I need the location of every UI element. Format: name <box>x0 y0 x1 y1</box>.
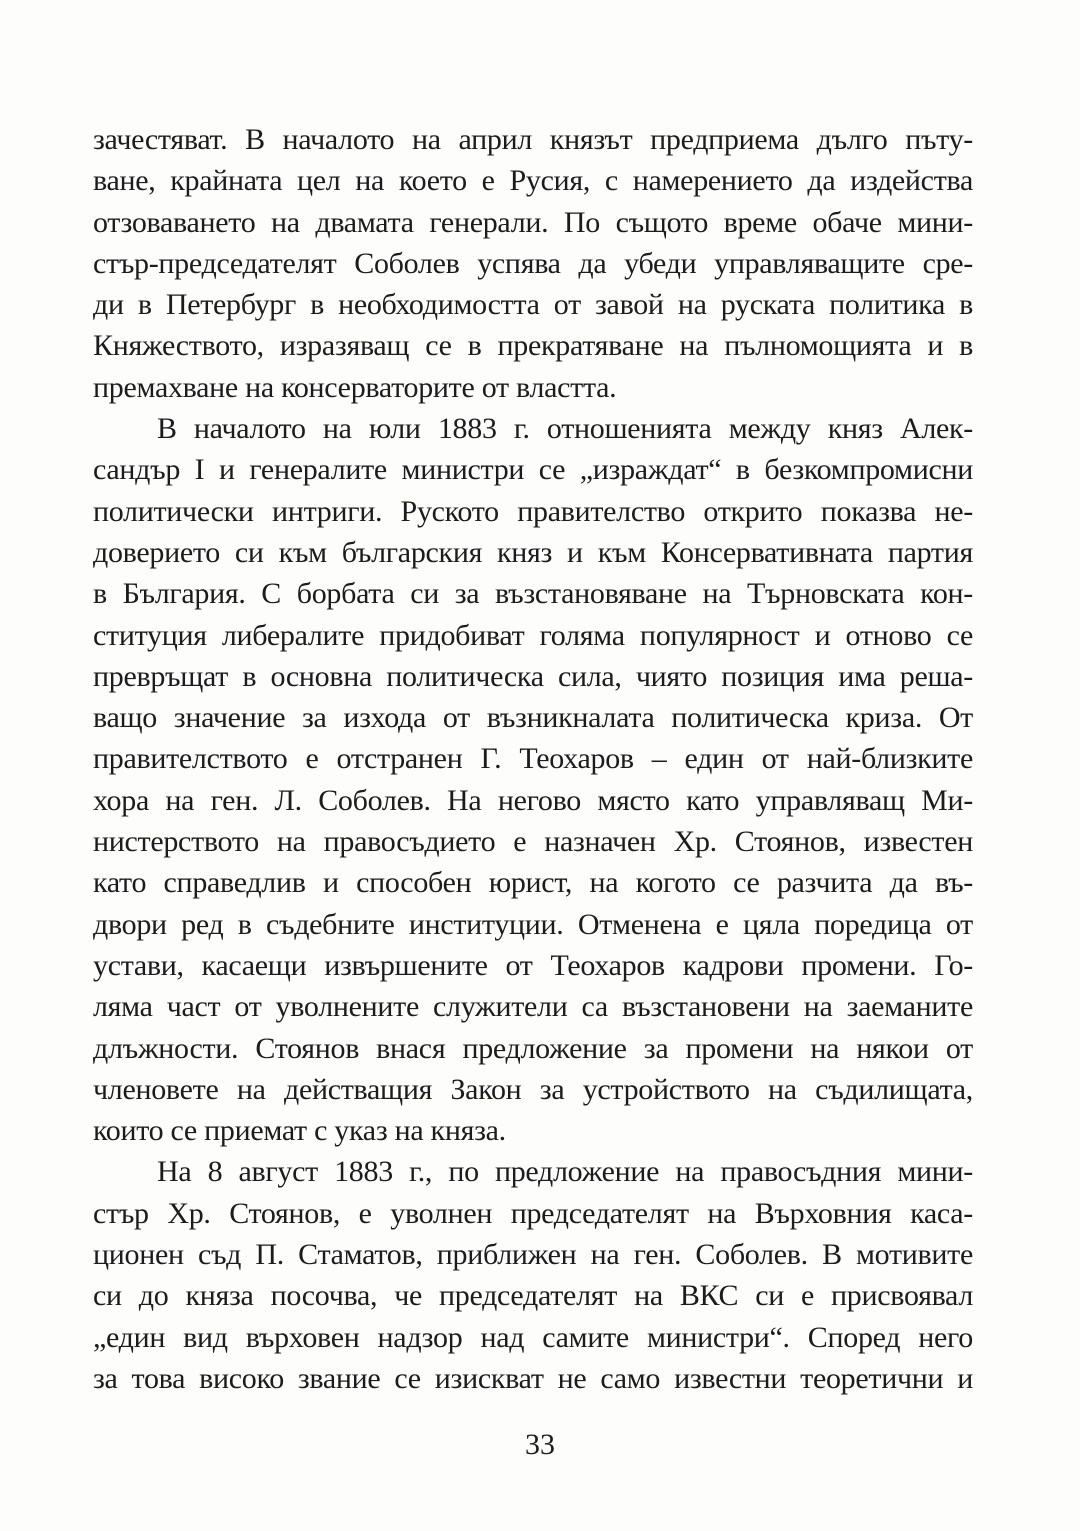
text-line: „един вид върховен надзор над самите министри“. Според него <box>93 1320 973 1354</box>
text-line: ституция либералите придобиват голяма популярност и отново се <box>93 618 973 652</box>
text-line: превръщат в основна политическа сила, чиято позиция има реша- <box>93 659 973 693</box>
paragraph <box>93 119 973 408</box>
text-line: ди в Петербург в необходимостта от завой на руската политика в <box>93 288 973 322</box>
text-line: стър Хр. Стоянов, е уволнен председателят на Върховния каса- <box>93 1196 973 1230</box>
text-line: доверието си към българския княз и към Консервативната партия <box>93 535 973 569</box>
text-line: в България. С борбата си за възстановяване на Търновската кон- <box>93 577 973 611</box>
paragraph <box>93 1151 973 1399</box>
text-line: ване, крайната цел на което е Русия, с намерението да издейства <box>93 164 973 198</box>
text-line: си до княза посочва, че председателят на ВКС си е присвоявал <box>93 1279 973 1313</box>
text-line: нистерството на правосъдието е назначен Хр. Стоянов, известен <box>93 825 973 859</box>
text-line: за това високо звание се изискват не само известни теоретични и <box>93 1361 973 1395</box>
text-line: зачестяват. В началото на април князът предприема дълго пъту- <box>93 123 973 156</box>
paragraph <box>93 408 973 1151</box>
text-line: като справедлив и способен юрист, на когото се разчита да въ- <box>93 866 973 900</box>
text-line: Княжеството, изразяващ се в прекратяване на пълномощията и в <box>93 329 973 363</box>
text-line: отзоваването на двамата генерали. По същото време обаче мини- <box>93 205 973 239</box>
text-line: стър-председателят Соболев успява да убеди управляващите сре- <box>93 246 973 280</box>
text-line: На 8 август 1883 г., по предложение на правосъдния мини- <box>157 1155 973 1189</box>
text-line: политически интриги. Руското правителство открито показва не- <box>93 494 973 528</box>
text-line: премахване на консерваторите от властта. <box>93 370 617 404</box>
text-line: правителството е отстранен Г. Теохаров – един от най-близките <box>93 742 973 776</box>
text-line: ващо значение за изхода от възникналата политическа криза. От <box>93 701 973 735</box>
text-line: хора на ген. Л. Соболев. На негово място като управляващ Ми- <box>93 783 973 817</box>
text-line: двори ред в съдебните институции. Отменена е цяла поредица от <box>93 907 973 941</box>
text-line: В началото на юли 1883 г. отношенията между княз Алек- <box>157 412 973 446</box>
text-line: членовете на действащия Закон за устройството на съдилищата, <box>93 1072 973 1106</box>
body-text <box>93 119 973 1399</box>
text-line: ционен съд П. Стаматов, приближен на ген. Соболев. В мотивите <box>93 1238 973 1272</box>
text-line: ляма част от уволнените служители са възстановени на заеманите <box>93 990 973 1024</box>
page-number: 33 <box>525 1428 555 1461</box>
text-line: сандър I и генералите министри се „израждат“ в безкомпромисни <box>93 453 973 487</box>
text-line: длъжности. Стоянов внася предложение за промени на някои от <box>93 1031 973 1065</box>
text-line: които се приемат с указ на княза. <box>93 1114 506 1148</box>
text-line: устави, касаещи извършените от Теохаров кадрови промени. Го- <box>93 948 973 982</box>
